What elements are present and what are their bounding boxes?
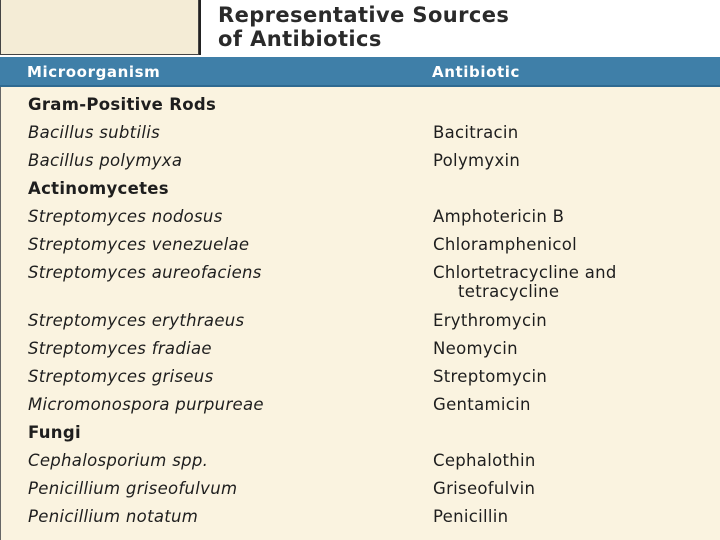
table-title-line1: Representative Sources [218, 3, 510, 27]
title-band [0, 0, 720, 57]
group-row [1, 175, 720, 203]
table-row [1, 503, 720, 531]
antibiotic-cell: Cephalothin [433, 451, 536, 470]
antibiotic-cell: Amphotericin B [433, 207, 565, 226]
table-row [1, 447, 720, 475]
table-row [1, 335, 720, 363]
group-label: Fungi [28, 423, 81, 442]
antibiotic-cell: Erythromycin [433, 311, 547, 330]
group-label: Gram-Positive Rods [28, 95, 217, 114]
table-title [218, 3, 698, 51]
table-row [1, 307, 720, 335]
table-header [0, 57, 720, 87]
group-label: Actinomycetes [28, 179, 169, 198]
group-row [1, 91, 720, 119]
group-row [1, 419, 720, 447]
microorganism-cell: Bacillus subtilis [28, 123, 160, 142]
table-row [1, 363, 720, 391]
table-row [1, 119, 720, 147]
microorganism-cell: Streptomyces aureofaciens [28, 263, 262, 282]
microorganism-cell: Streptomyces venezuelae [28, 235, 250, 254]
antibiotic-cell-line1: Chlortetracycline and [433, 263, 617, 282]
microorganism-cell: Streptomyces fradiae [28, 339, 212, 358]
table-body [0, 87, 720, 540]
antibiotic-cell: Streptomycin [433, 367, 548, 386]
antibiotic-cell: Penicillin [433, 507, 509, 526]
table-title-line2: of Antibiotics [218, 27, 382, 51]
antibiotic-cell: Griseofulvin [433, 479, 536, 498]
antibiotic-cell: Chloramphenicol [433, 235, 578, 254]
table-row [1, 147, 720, 175]
antibiotic-cell: Gentamicin [433, 395, 531, 414]
antibiotic-cell-line2: tetracycline [458, 282, 560, 301]
table-row [1, 231, 720, 259]
table-row [1, 259, 720, 307]
title-tab-decoration [0, 0, 199, 55]
microorganism-cell: Streptomyces erythraeus [28, 311, 245, 330]
antibiotic-cell: Bacitracin [433, 123, 519, 142]
table-row [1, 391, 720, 419]
microorganism-cell: Penicillium griseofulvum [28, 479, 238, 498]
table-row [1, 475, 720, 503]
microorganism-cell: Bacillus polymyxa [28, 151, 183, 170]
microorganism-cell: Cephalosporium spp. [28, 451, 209, 470]
microorganism-cell: Micromonospora purpureae [28, 395, 264, 414]
antibiotic-cell: Neomycin [433, 339, 518, 358]
antibiotic-cell: Polymyxin [433, 151, 521, 170]
microorganism-cell: Penicillium notatum [28, 507, 199, 526]
column-header-antibiotic: Antibiotic [432, 63, 520, 81]
microorganism-cell: Streptomyces nodosus [28, 207, 223, 226]
column-header-microorganism: Microorganism [27, 63, 161, 81]
title-divider [199, 0, 201, 55]
microorganism-cell: Streptomyces griseus [28, 367, 214, 386]
antibiotic-cell [433, 263, 703, 301]
table-row [1, 203, 720, 231]
